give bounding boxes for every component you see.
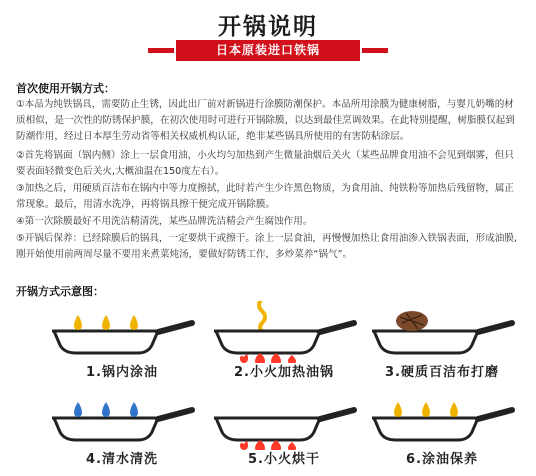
step-label: 5.小火烘干 — [248, 452, 320, 467]
instruction-paragraph-5: ⑤开锅后保养：已经除膜后的锅具，一定要烘干或擦干。涂上一层食油，再慢慢加热让食用油渗入铁锅表面，形成油膜,刚开始使用前两周尽量不要用来煮菜炖汤，要做好防锈工作，多炒菜养“锅气”。 — [16, 233, 517, 260]
pan-oil-maintenance-icon — [362, 388, 522, 450]
pan-drying-flame-icon — [204, 388, 364, 450]
subtitle-banner — [176, 40, 360, 61]
page-title: 开锅说明 — [218, 14, 318, 40]
banner-right-stripe — [362, 48, 388, 53]
step-label: 1.锅内涂油 — [86, 365, 158, 380]
pan-water-drops-icon — [42, 388, 202, 450]
pan-oil-drops-icon — [42, 301, 202, 363]
step-label: 4.清水清洗 — [86, 452, 158, 467]
instruction-paragraph-3: ③加热之后，用硬质百洁布在锅内中等力度擦拭，此时若产生少许黑色物质，为食用油、纯铁粉等加热后残留物，属正常现象。最后，用清水洗净，再将锅具擦干便完成开锅除膜。 — [16, 183, 514, 210]
step-6 — [362, 388, 522, 474]
step-2 — [204, 301, 364, 387]
banner-left-stripe — [148, 48, 174, 53]
step-label: 6.涂油保养 — [406, 452, 478, 467]
step-5 — [204, 388, 364, 474]
banner-text: 日本原装进口铁锅 — [215, 43, 320, 57]
step-label: 3.硬质百洁布打磨 — [385, 365, 499, 380]
instruction-paragraph-4: ④第一次除膜最好不用洗洁精清洗，某些品牌洗洁精会产生腐蚀作用。 — [16, 216, 313, 227]
step-1 — [42, 301, 202, 387]
pan-scrub-pad-icon — [362, 301, 522, 363]
diagram-heading: 开锅方式示意图： — [16, 285, 104, 298]
step-label: 2.小火加热油锅 — [234, 365, 334, 380]
step-4 — [42, 388, 202, 474]
first-use-heading: 首次使用开锅方式： — [16, 82, 115, 95]
instruction-paragraph-2: ②首先将锅面（锅内侧）涂上一层食用油，小火均匀加热到产生微量油烟后关火（某些品牌食用油不会见到烟雾，但只要表面轻微变色后关火,大概油温在150度左右）。 — [16, 150, 514, 177]
pan-heating-smoke-icon — [204, 301, 364, 363]
step-3 — [362, 301, 522, 387]
instruction-paragraph-1: ①本品为纯铁锅具，需要防止生锈，因此出厂前对新锅进行涂膜防潮保护。本品所用涂膜为健康树脂，与婴儿奶嘴的材质相似，是一次性的防锈保护膜，在初次使用时可进行开锅除膜，以达到最佳烹调效果。在此特别提醒，树脂膜仅起到防潮作用，经过日本厚生劳动省等相关权威机构认证，绝非某些锅具所使用的有害防粘涂层。 — [16, 99, 515, 142]
